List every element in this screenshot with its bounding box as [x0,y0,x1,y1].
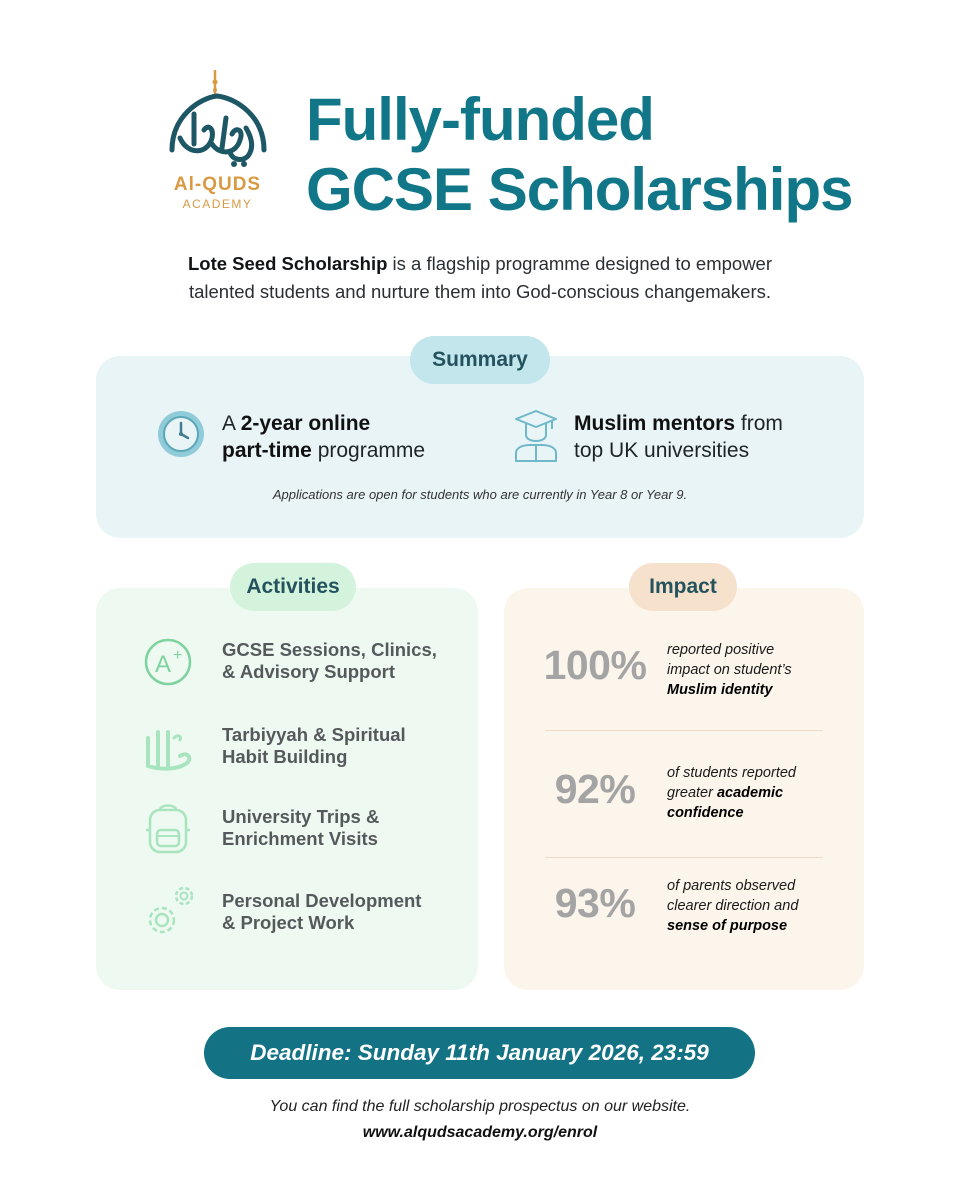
impact-1-desc-bold: Muslim identity [667,682,773,698]
activity-4-line-1: Personal Development [222,890,422,911]
impact-stat-description [667,640,847,700]
summary-2-line-2: top UK universities [574,439,750,462]
intro-text-1: is a flagship programme designed to empower [387,253,773,274]
activity-item [222,890,421,934]
gears-icon [140,884,196,940]
activity-2-line-1: Tarbiyyah & Spiritual [222,724,406,745]
activity-item [222,806,379,850]
impact-stat-description [667,763,847,823]
summary-1-bold-1: 2-year online [240,412,371,435]
mentor-graduate-icon [512,409,560,463]
backpack-icon [140,800,196,856]
headline-line-1: Fully-funded [306,86,654,153]
logo-subtitle: ACADEMY [182,197,253,211]
impact-3-desc-2: clearer direction and [667,898,799,914]
impact-divider [545,730,823,731]
impact-1-desc-1: reported positive [667,642,775,658]
summary-heading: Summary [410,336,550,384]
activity-3-line-2: Enrichment Visits [222,828,378,849]
impact-stat-value: 92% [554,766,636,812]
eligibility-note: Applications are open for students who are currently in Year 8 or Year 9. [272,487,688,502]
impact-2-desc-2-bold: academic [716,785,784,801]
activity-2-line-2: Habit Building [222,746,348,767]
logo-name: Al-QUDS [173,174,262,195]
summary-mentors [574,410,783,464]
summary-1-pre: A [222,412,241,435]
headline-line-2: GCSE Scholarships [306,156,853,223]
summary-2-bold: Muslim mentors [574,412,736,435]
activity-3-line-1: University Trips & [222,806,380,827]
impact-heading: Impact [629,563,737,611]
activity-4-line-2: & Project Work [222,912,355,933]
allah-calligraphy-icon [140,718,196,774]
summary-programme-length [222,410,425,464]
grade-a-plus-icon [140,634,196,690]
prospectus-note: You can find the full scholarship prospectus on our website. [269,1098,691,1115]
activity-item [222,724,406,768]
activity-1-line-1: GCSE Sessions, Clinics, [222,639,437,660]
impact-stat-description [667,876,847,936]
activity-item [222,639,437,683]
summary-2-post: from [735,412,783,435]
website-link[interactable]: www.alqudsacademy.org/enrol [362,1124,598,1141]
impact-1-desc-2: impact on student’s [667,662,792,678]
impact-stat-value: 93% [554,880,636,926]
svg-text:+: + [173,647,183,664]
impact-divider [545,857,823,858]
impact-3-desc-1: of parents observed [667,878,796,894]
intro-text-2: talented students and nurture them into God-conscious changemakers. [188,281,772,302]
intro-paragraph [100,250,860,306]
impact-2-desc-bold: confidence [667,805,744,821]
summary-1-bold-2: part-time [222,439,312,462]
activities-heading: Activities [230,563,356,611]
svg-text:A: A [155,651,172,678]
activity-1-line-2: & Advisory Support [222,661,396,682]
deadline-banner: Deadline: Sunday 11th January 2026, 23:59 [204,1027,755,1079]
impact-stat-value: 100% [543,642,647,688]
summary-1-post: programme [311,439,426,462]
impact-2-desc-1: of students reported [667,765,796,781]
clock-icon [156,409,206,459]
scholarship-name: Lote Seed Scholarship [187,253,388,274]
impact-2-desc-2: greater [667,785,717,801]
impact-3-desc-bold: sense of purpose [667,918,788,934]
